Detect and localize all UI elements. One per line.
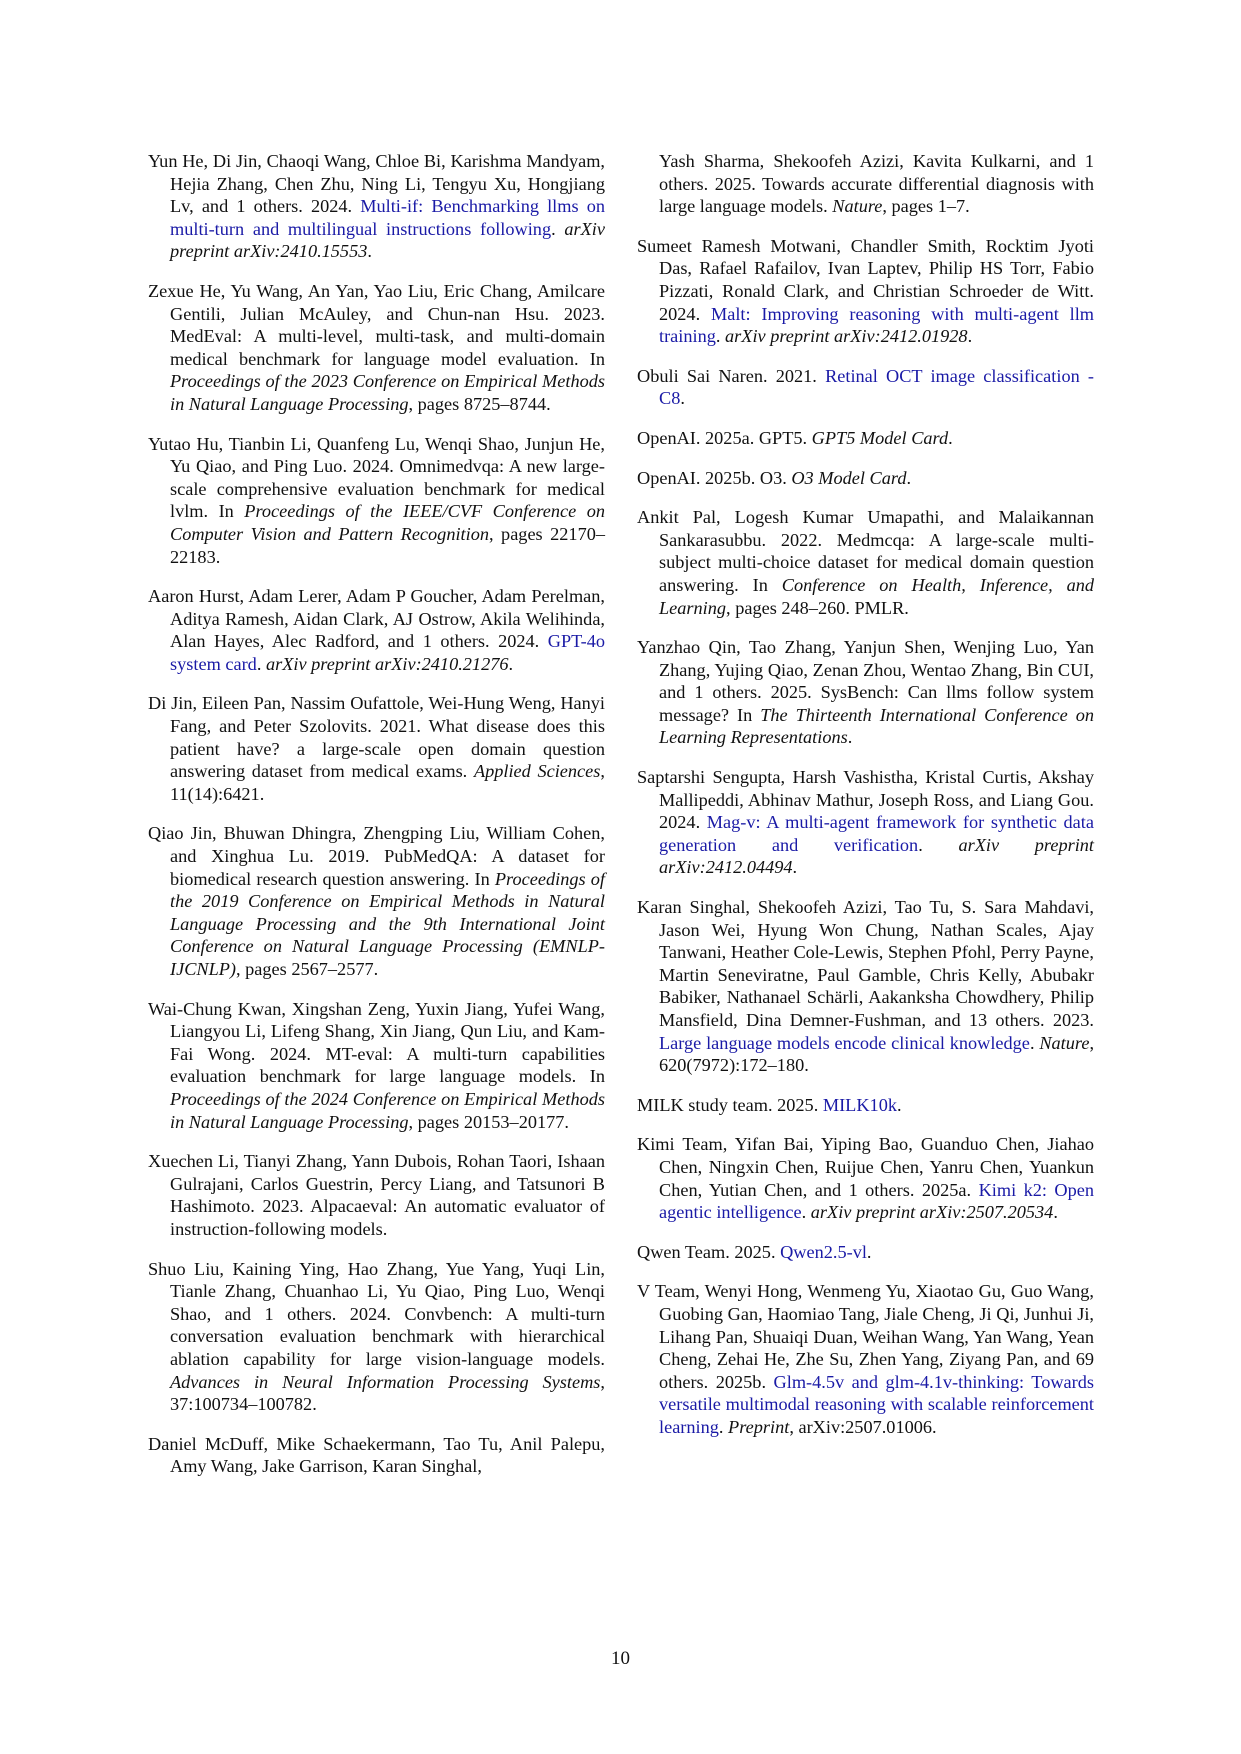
reference-venue: Proceedings of the 2019 Conference on Empirical Methods in Natural Language Processing and the 9th International Joint Conference on Natural Language Processing (EMNLP-IJCNLP) [170, 868, 605, 979]
reference-text: . [801, 1202, 811, 1223]
reference-text: Yun He, Di Jin, Chaoqi Wang, Chloe Bi, Karishma Mandyam, Hejia Zhang, Chen Zhu, Ning Li, Tengyu Xu, Hongjiang Lv, and 1 others. 2024. [148, 151, 605, 217]
reference-text: . [948, 427, 953, 448]
reference-text: . [256, 653, 266, 674]
reference-text: , pages 8725–8744. [408, 393, 551, 414]
reference-entry [148, 692, 605, 805]
reference-text: . [1029, 1032, 1040, 1053]
reference-venue: The Thirteenth International Conference on Learning Representations [659, 704, 1094, 748]
reference-entry [148, 433, 605, 569]
reference-text: . [508, 653, 514, 674]
reference-text: . [792, 857, 798, 878]
reference-text: , 11(14):6421. [170, 761, 605, 804]
reference-venue: Proceedings of the IEEE/CVF Conference on Computer Vision and Pattern Recognition [170, 501, 605, 544]
reference-venue: GPT5 Model Card [811, 427, 949, 448]
reference-link[interactable]: Qwen2.5-vl [780, 1241, 867, 1262]
reference-text: . [718, 1416, 729, 1437]
reference-venue: arXiv preprint arXiv:2410.21276 [265, 653, 509, 674]
reference-text: . [715, 326, 726, 347]
reference-venue: Nature [1039, 1032, 1090, 1053]
reference-entry [637, 1241, 1094, 1264]
reference-venue: Nature [832, 196, 883, 217]
reference-text: , arXiv:2507.01006. [789, 1416, 937, 1437]
reference-venue: Conference on Health, Inference, and Learning [659, 574, 1094, 618]
reference-text: Qiao Jin, Bhuwan Dhingra, Zhengping Liu, William Cohen, and Xinghua Lu. 2019. PubMedQA: A dataset for biomedical research question answering. In [148, 823, 605, 889]
reference-entry [637, 467, 1094, 490]
reference-venue: Proceedings of the 2023 Conference on Empirical Methods in Natural Language Processing [170, 371, 605, 414]
reference-text: , pages 248–260. PMLR. [726, 597, 909, 618]
reference-link[interactable]: GPT-4o system card [170, 631, 605, 674]
reference-entry [637, 896, 1094, 1077]
reference-entry [148, 280, 605, 416]
reference-link[interactable]: Multi-if: Benchmarking llms on multi-turn and multilingual instructions following [170, 196, 605, 239]
reference-entry [148, 822, 605, 980]
reference-text: . [906, 467, 912, 488]
reference-text: . [367, 241, 372, 262]
reference-text: . [551, 218, 565, 239]
reference-entry [637, 150, 1094, 218]
page-number: 10 [611, 1648, 630, 1669]
reference-entry [637, 365, 1094, 410]
reference-entry [148, 585, 605, 675]
reference-text: Saptarshi Sengupta, Harsh Vashistha, Kristal Curtis, Akshay Mallipeddi, Abhinav Mathur, Joseph Ross, and Liang Gou. 2024. [637, 767, 1094, 833]
reference-entry [148, 1433, 605, 1478]
reference-entry [637, 1133, 1094, 1223]
reference-venue: Preprint [728, 1416, 790, 1437]
reference-text: OpenAI. 2025b. O3. [637, 467, 792, 488]
reference-venue: O3 Model Card [791, 467, 907, 488]
left-reference-column [148, 150, 605, 1495]
reference-text: MILK study team. 2025. [637, 1094, 823, 1115]
reference-text: . [866, 1241, 872, 1262]
reference-text: V Team, Wenyi Hong, Wenmeng Yu, Xiaotao Gu, Guo Wang, Guobing Gan, Haomiao Tang, Jiale Cheng, Ji Qi, Junhui Ji, Lihang Pan, Shuaiqi Duan, Weihan Wang, Yan Wang, Yean Cheng, Zehai He, Zhe Su, Zhen Yang, Ziyang Pan, and 69 others. 2025b. [637, 1281, 1094, 1392]
reference-venue: arXiv preprint arXiv:2507.20534 [810, 1202, 1054, 1223]
right-reference-column [637, 150, 1094, 1456]
reference-entry [637, 1280, 1094, 1438]
reference-text: Yutao Hu, Tianbin Li, Quanfeng Lu, Wenqi Shao, Junjun He, Yu Qiao, and Ping Luo. 2024. Omnimedvqa: A new large-scale comprehensive evaluation benchmark for medical lvlm. In [148, 433, 605, 522]
reference-text: Kimi Team, Yifan Bai, Yiping Bao, Guanduo Chen, Jiahao Chen, Ningxin Chen, Ruijue Chen, Yanru Chen, Yuankun Chen, Yutian Chen, and 1 others. 2025a. [637, 1134, 1094, 1200]
reference-venue: Applied Sciences [473, 761, 601, 782]
reference-link[interactable]: Malt: Improving reasoning with multi-agent llm training [659, 303, 1094, 347]
reference-entry [637, 1094, 1094, 1117]
reference-text: Karan Singhal, Shekoofeh Azizi, Tao Tu, S. Sara Mahdavi, Jason Wei, Hyung Won Chung, Nathan Scales, Ajay Tanwani, Heather Cole-Lewis, Stephen Pfohl, Perry Payne, Martin Seneviratne, Paul Gamble, Chris Kelly, Abubakr Babiker, Nathanael Schärli, Aakanksha Chowdhery, Philip Mansfield, Dina Demner-Fushman, and 13 others. 2023. [637, 897, 1094, 1030]
reference-link[interactable]: Retinal OCT image classification - C8 [659, 365, 1094, 409]
reference-text: , pages 20153–20177. [408, 1111, 569, 1132]
reference-entry [637, 766, 1094, 879]
reference-text: , pages 1–7. [882, 196, 970, 217]
reference-text: Zexue He, Yu Wang, An Yan, Yao Liu, Eric Chang, Amilcare Gentili, Julian McAuley, and Chun-nan Hsu. 2023. MedEval: A multi-level, multi-task, and multi-domain medical benchmark for language model evaluation. In [148, 280, 605, 369]
reference-text: Obuli Sai Naren. 2021. [637, 365, 826, 386]
reference-entry [637, 506, 1094, 619]
reference-text: , 37:100734–100782. [170, 1371, 605, 1415]
reference-entry [148, 998, 605, 1134]
reference-link[interactable]: Glm-4.5v and glm-4.1v-thinking: Towards versatile multimodal reasoning with scalable reinforcement learning [659, 1371, 1094, 1437]
reference-text: Qwen Team. 2025. [637, 1241, 781, 1262]
reference-text: Xuechen Li, Tianyi Zhang, Yann Dubois, Rohan Taori, Ishaan Gulrajani, Carlos Guestrin, Percy Liang, and Tatsunori B Hashimoto. 2023. Alpacaeval: An automatic evaluator of instruction-following models. [148, 1151, 605, 1239]
reference-text: Wai-Chung Kwan, Xingshan Zeng, Yuxin Jiang, Yufei Wang, Liangyou Li, Lifeng Shang, Xin Jiang, Qun Liu, and Kam-Fai Wong. 2024. MT-eval: A multi-turn capabilities evaluation benchmark for large language models. In [148, 998, 605, 1087]
reference-venue: Advances in Neural Information Processing Systems [170, 1371, 601, 1392]
reference-text: Daniel McDuff, Mike Schaekermann, Tao Tu, Anil Palepu, Amy Wang, Jake Garrison, Karan Singhal, [148, 1433, 605, 1477]
reference-venue: arXiv preprint arXiv:2410.15553 [170, 218, 605, 262]
reference-text: Ankit Pal, Logesh Kumar Umapathi, and Malaikannan Sankarasubbu. 2022. Medmcqa: A large-scale multi-subject multi-choice dataset for medical domain question answering. In [637, 507, 1094, 595]
reference-entry [148, 1258, 605, 1416]
reference-link[interactable]: MILK10k [822, 1094, 897, 1115]
reference-text: . [967, 326, 973, 347]
reference-text: Shuo Liu, Kaining Ying, Hao Zhang, Yue Yang, Yuqi Lin, Tianle Zhang, Chuanhao Li, Yu Qiao, Ping Luo, Wenqi Shao, and 1 others. 2024. Convbench: A multi-turn conversation evaluation benchmark with hierarchical ablation capability for large vision-language models. [148, 1258, 605, 1369]
reference-text: Sumeet Ramesh Motwani, Chandler Smith, Rocktim Jyoti Das, Rafael Rafailov, Ivan Laptev, Philip HS Torr, Fabio Pizzati, Ronald Clark, and Christian Schroeder de Witt. 2024. [637, 235, 1094, 324]
reference-entry [637, 427, 1094, 450]
reference-text: . [896, 1094, 902, 1115]
reference-text: , 620(7972):172–180. [659, 1032, 1095, 1076]
reference-text: , pages 22170–22183. [170, 523, 605, 567]
reference-text: Aaron Hurst, Adam Lerer, Adam P Goucher, Adam Perelman, Aditya Ramesh, Aidan Clark, AJ Ostrow, Akila Welihinda, Alan Hayes, Alec Radford, and 1 others. 2024. [148, 586, 605, 652]
reference-text: Di Jin, Eileen Pan, Nassim Oufattole, Wei-Hung Weng, Hanyi Fang, and Peter Szolovits. 2021. What disease does this patient have? a large-scale open domain question answering dataset from medical exams. [148, 693, 605, 782]
reference-text: . [847, 727, 853, 748]
reference-text: . [680, 388, 685, 409]
reference-entry [637, 636, 1094, 749]
reference-text: . [1053, 1202, 1058, 1223]
reference-text: Yanzhao Qin, Tao Zhang, Yanjun Shen, Wenjing Luo, Yan Zhang, Yujing Qiao, Zenan Zhou, Wentao Zhang, Bin CUI, and 1 others. 2025. SysBench: Can llms follow system message? In [637, 637, 1094, 725]
reference-text: OpenAI. 2025a. GPT5. [637, 427, 812, 448]
reference-link[interactable]: Kimi k2: Open agentic intelligence [659, 1179, 1095, 1223]
reference-entry [148, 150, 605, 263]
reference-link[interactable]: Mag-v: A multi-agent framework for synthetic data generation and verification [659, 812, 1094, 855]
reference-venue: Proceedings of the 2024 Conference on Empirical Methods in Natural Language Processing [170, 1088, 605, 1132]
reference-entry [148, 1150, 605, 1240]
reference-entry [637, 235, 1094, 348]
reference-link[interactable]: Large language models encode clinical knowledge [659, 1032, 1030, 1053]
reference-venue: arXiv preprint arXiv:2412.01928 [725, 326, 968, 347]
reference-venue: arXiv preprint arXiv:2412.04494 [659, 834, 1094, 878]
reference-text: , pages 2567–2577. [236, 959, 379, 979]
reference-text: . [918, 834, 959, 855]
reference-text: Yash Sharma, Shekoofeh Azizi, Kavita Kulkarni, and 1 others. 2025. Towards accurate differential diagnosis with large language models. [659, 151, 1094, 217]
